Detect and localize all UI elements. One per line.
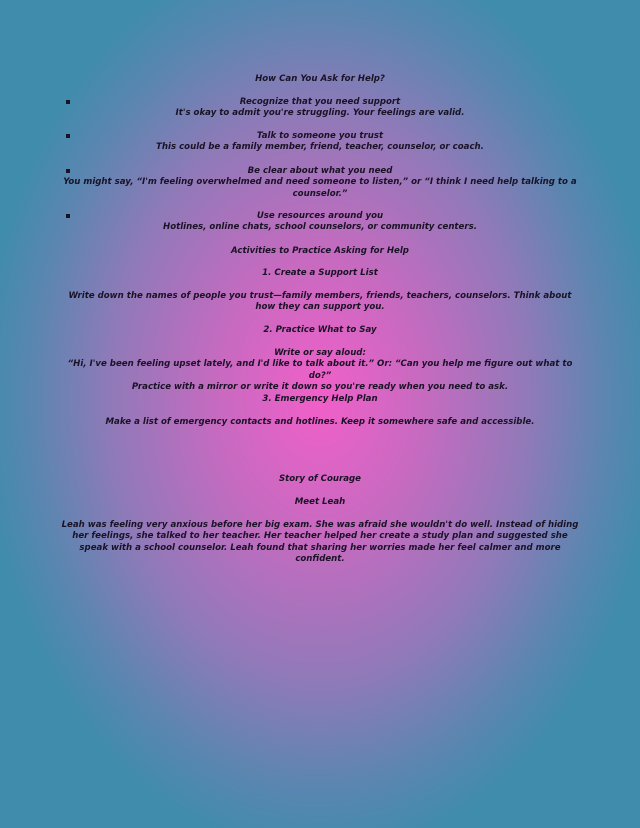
activities-heading: Activities to Practice Asking for Help bbox=[231, 246, 409, 256]
activity-3-title: 3. Emergency Help Plan bbox=[262, 394, 378, 404]
story-text: Leah was feeling very anxious before her big exam. She was afraid she wouldn't do well. Instead of hiding her feelings, she talked to her teacher. Her teacher helped her create a study plan and suggested she speak with a school counselor. Leah found that sharing her worries made her feel calmer and more confident. bbox=[61, 520, 579, 565]
activity-2-line: Practice with a mirror or write it down so you're ready when you need to ask. bbox=[131, 382, 509, 393]
tip-1 bbox=[60, 97, 580, 120]
section-heading: How Can You Ask for Help? bbox=[255, 74, 385, 84]
tip-text: This could be a family member, friend, teacher, counselor, or coach. bbox=[156, 142, 484, 153]
tip-4 bbox=[60, 211, 580, 234]
activity-2-line: “Hi, I've been feeling upset lately, and I'd like to talk about it.” Or: “Can you help me figure out what to do?” bbox=[67, 359, 573, 381]
activity-1-text: Write down the names of people you trust—family members, friends, teachers, counselors. Think about how they can support you. bbox=[68, 291, 572, 313]
story-heading: Story of Courage bbox=[278, 474, 361, 484]
activity-2-title: 2. Practice What to Say bbox=[263, 325, 377, 335]
tip-title: Use resources around you bbox=[256, 211, 384, 221]
tip-title: Recognize that you need support bbox=[239, 97, 401, 107]
tip-3 bbox=[60, 166, 580, 200]
story-subheading: Meet Leah bbox=[294, 497, 346, 507]
activity-1-title: 1. Create a Support List bbox=[262, 268, 378, 278]
activity-2-text bbox=[60, 348, 580, 394]
tip-text: Hotlines, online chats, school counselors, or community centers. bbox=[163, 222, 477, 233]
activity-3-text: Make a list of emergency contacts and hotlines. Keep it somewhere safe and accessible. bbox=[105, 417, 535, 427]
tip-text: You might say, “I'm feeling overwhelmed and need someone to listen,” or “I think I need help talking to a counselor.” bbox=[63, 177, 577, 199]
activity-2-line: Write or say aloud: bbox=[274, 348, 366, 358]
tip-title: Talk to someone you trust bbox=[256, 131, 384, 141]
tip-title: Be clear about what you need bbox=[247, 166, 393, 176]
tip-2 bbox=[60, 131, 580, 154]
tip-text: It's okay to admit you're struggling. Your feelings are valid. bbox=[175, 108, 465, 119]
